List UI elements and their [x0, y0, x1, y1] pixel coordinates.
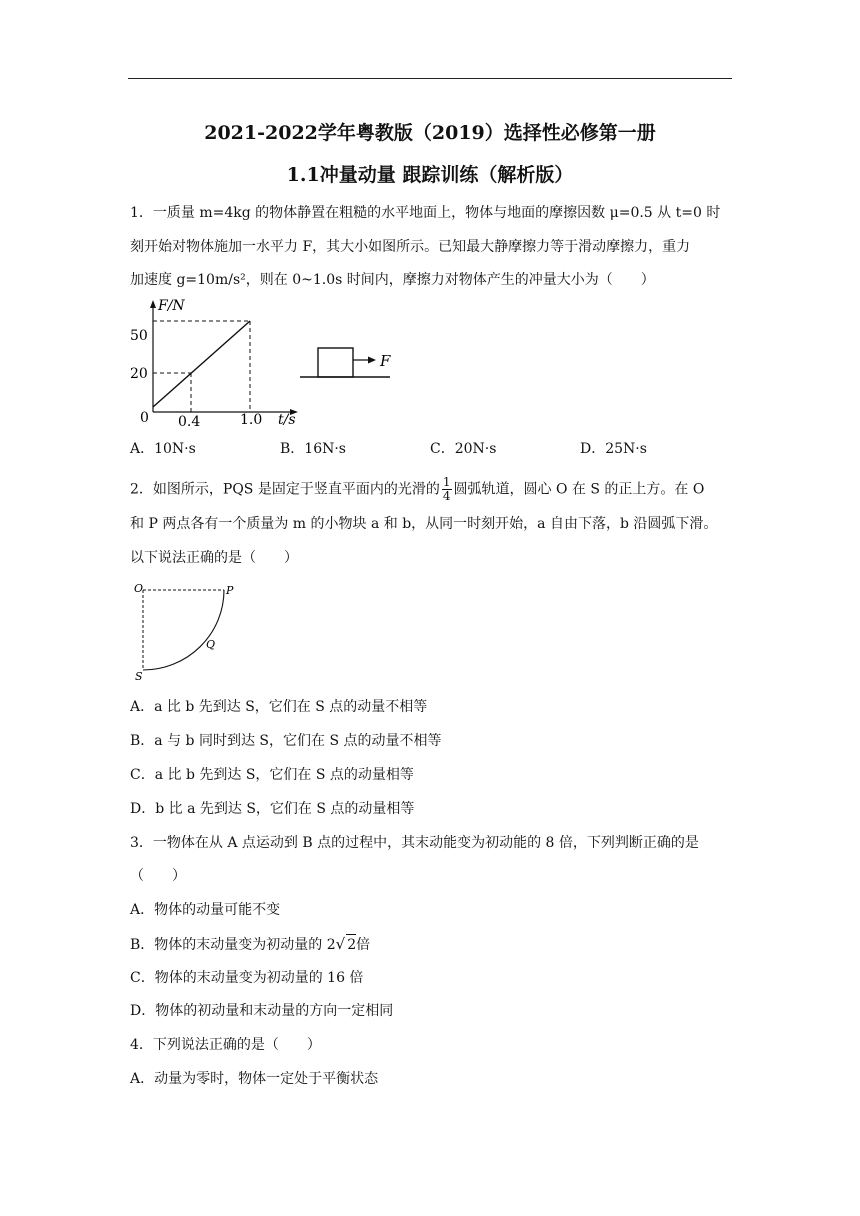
- q4-line1: 4．下列说法正确的是（ ）: [130, 1037, 321, 1053]
- quarter-fraction: $\frac{1}{4}$: [442, 475, 451, 503]
- q2-arc-track-figure: [126, 580, 246, 684]
- x-tick-1-0: 1.0: [240, 412, 263, 428]
- q3-option-d: D．物体的初动量和末动量的方向一定相同: [130, 1003, 394, 1019]
- point-s-label: S: [135, 670, 143, 683]
- q1-force-time-graph: [124, 298, 304, 430]
- q3-option-b: B．物体的末动量变为初动量的 2√ 2倍: [130, 935, 371, 953]
- q2-line1-b: 圆弧轨道，圆心 O 在 S 的正上方。在 O: [453, 481, 705, 498]
- point-o-label: O: [134, 582, 144, 595]
- q2-option-a: A．a 比 b 先到达 S，它们在 S 点的动量不相等: [130, 699, 428, 715]
- q1-line3: 加速度 g=10m/s²，则在 0~1.0s 时间内，摩擦力对物体产生的冲量大小为（ ）: [130, 272, 655, 288]
- q2-line3: 以下说法正确的是（ ）: [130, 550, 298, 566]
- q2-line2: 和 P 两点各有一个质量为 m 的小物块 a 和 b，从同一时刻开始，a 自由下落，b 沿圆弧下滑。: [130, 516, 718, 532]
- doc-subtitle: 1.1冲量动量 跟踪训练（解析版）: [286, 164, 574, 186]
- point-p-label: P: [226, 584, 234, 597]
- q3-option-a: A．物体的动量可能不变: [130, 902, 281, 918]
- q1-option-c: C．20N·s: [430, 441, 497, 457]
- q2-line1-a: 2．如图所示，PQS 是固定于竖直平面内的光滑的: [130, 481, 440, 498]
- q4-option-a: A．动量为零时，物体一定处于平衡状态: [130, 1071, 379, 1087]
- y-tick-20: 20: [130, 366, 148, 382]
- q3-line1: 3．一物体在从 A 点运动到 B 点的过程中，其末动能变为初动能的 8 倍，下列判断正确的是: [130, 835, 699, 851]
- q1-option-a: A．10N·s: [130, 441, 196, 457]
- q2-option-b: B．a 与 b 同时到达 S，它们在 S 点的动量不相等: [130, 733, 442, 749]
- y-tick-50: 50: [130, 328, 148, 344]
- q1-option-b: B．16N·s: [280, 441, 346, 457]
- q2-line1: [130, 476, 704, 503]
- doc-title: 2021-2022学年粤教版（2019）选择性必修第一册: [204, 122, 656, 144]
- force-label: F: [380, 352, 391, 370]
- q3-line2: （ ）: [130, 868, 186, 884]
- q1-block-figure: [298, 340, 398, 384]
- q1-option-d: D．25N·s: [580, 441, 647, 457]
- q1-line2: 刻开始对物体施加一水平力 F，其大小如图所示。已知最大静摩擦力等于滑动摩擦力，重力: [130, 239, 691, 255]
- x-axis-label: t/s: [278, 412, 296, 428]
- q3-option-c: C．物体的末动量变为初动量的 16 倍: [130, 970, 364, 986]
- y-axis-label: F/N: [158, 298, 185, 314]
- header-rule: [128, 78, 732, 79]
- q2-option-d: D．b 比 a 先到达 S，它们在 S 点的动量相等: [130, 801, 415, 817]
- q1-line1: 1．一质量 m=4kg 的物体静置在粗糙的水平地面上，物体与地面的摩擦因数 μ=0.5 从 t=0 时: [130, 205, 721, 221]
- x-tick-0-4: 0.4: [178, 414, 201, 430]
- origin-label: 0: [140, 410, 149, 426]
- sqrt-radicand: 2: [346, 934, 356, 955]
- point-q-label: Q: [206, 638, 216, 651]
- q2-option-c: C．a 比 b 先到达 S，它们在 S 点的动量相等: [130, 767, 414, 783]
